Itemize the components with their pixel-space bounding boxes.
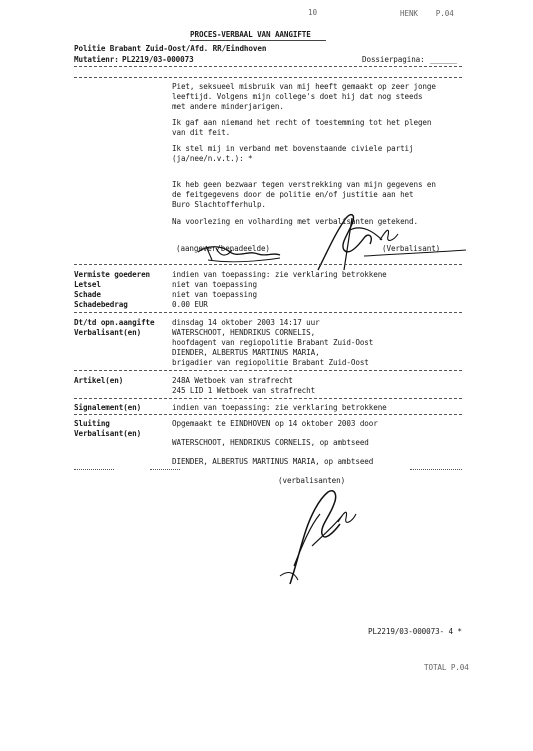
organization: Politie Brabant Zuid-Oost/Afd. RR/Eindhoven — [74, 44, 267, 53]
objection-line: Buro Slachtofferhulp. — [172, 200, 266, 209]
injury-label: Letsel — [74, 280, 101, 289]
missing-goods-value: indien van toepassing: zie verklaring betrokkene — [172, 270, 387, 279]
statement-line: leeftijd. Volgens mijn college's doet hij dat nog steeds — [172, 92, 423, 101]
closing-label: Sluiting — [74, 419, 110, 428]
statement-line: Piet, seksueel misbruik van mij heeft gemaakt op zeer jonge — [172, 82, 436, 91]
officer-rank: hoofdagent van regiopolitie Brabant Zuid-Oost — [172, 338, 374, 347]
closing-signature-image — [250, 486, 360, 586]
article-line: 248A Wetboek van strafrecht — [172, 376, 293, 385]
signed-line: Na voorlezing en volharding met verbalisanten getekend. — [172, 217, 418, 226]
verbalisant-label: Verbalisant(en) — [74, 328, 142, 337]
document-reference: PL2219/03-000073- 4 * — [368, 627, 462, 636]
separator — [74, 264, 462, 265]
objection-line: de feitgegevens door de politie en/of justitie aan het — [172, 190, 414, 199]
permission-line: Ik gaf aan niemand het recht of toestemming tot het plegen — [172, 118, 432, 127]
made-up-line: Opgemaakt te EINDHOVEN op 14 oktober 2003 door — [172, 419, 378, 428]
separator — [150, 469, 180, 470]
date-label: Dt/td opn.aangifte — [74, 318, 155, 327]
separator — [410, 469, 462, 470]
damage-label: Schade — [74, 290, 101, 299]
civil-party-line: Ik stel mij in verband met bovenstaande civiele partij — [172, 144, 414, 153]
oath-line: WATERSCHOOT, HENDRIKUS CORNELIS, op ambtseed — [172, 438, 369, 447]
dossier-value: ______ — [430, 55, 457, 64]
fax-page-mark: 10 — [308, 8, 317, 17]
injury-value: niet van toepassing — [172, 280, 257, 289]
mutation-number: PL2219/03-000073 — [122, 55, 194, 64]
articles-label: Artikel(en) — [74, 376, 124, 385]
objection-line: Ik heb geen bezwaar tegen verstrekking van mijn gegevens en — [172, 180, 436, 189]
signalement-value: indien van toepassing: zie verklaring betrokkene — [172, 403, 387, 412]
article-line: 245 LID 1 Wetboek van strafrecht — [172, 386, 316, 395]
verbalisanten-label: (verbalisanten) — [278, 476, 346, 485]
separator — [74, 398, 462, 399]
mutation-label: Mutatienr: — [74, 55, 119, 64]
dossier-label: Dossierpagina: — [362, 55, 425, 64]
officer-rank: brigadier van regiopolitie Brabant Zuid-Oost — [172, 358, 369, 367]
signature-label-right: (Verbalisant) — [382, 244, 441, 253]
officer-name: WATERSCHOOT, HENDRIKUS CORNELIS, — [172, 328, 316, 337]
signalement-label: Signalement(en) — [74, 403, 142, 412]
oath-line: DIENDER, ALBERTUS MARTINUS MARIA, op ambtseed — [172, 457, 374, 466]
permission-line: van dit feit. — [172, 128, 231, 137]
title-underline — [190, 40, 326, 41]
fax-header-right: HENK P.04 — [400, 9, 454, 18]
separator — [74, 414, 462, 415]
separator — [74, 77, 462, 78]
damage-amount-value: 0.00 EUR — [172, 300, 208, 309]
missing-goods-label: Vermiste goederen — [74, 270, 151, 279]
closing-verbalisant-label: Verbalisant(en) — [74, 429, 142, 438]
damage-amount-label: Schadebedrag — [74, 300, 128, 309]
signatures-image — [168, 210, 478, 270]
officer-name: DIENDER, ALBERTUS MARTINUS MARIA, — [172, 348, 320, 357]
civil-party-line: (ja/nee/n.v.t.): * — [172, 154, 253, 163]
date-value: dinsdag 14 oktober 2003 14:17 uur — [172, 318, 320, 327]
separator — [74, 370, 462, 371]
separator — [74, 66, 462, 67]
signature-label-left: (aangever/benadeelde) — [176, 244, 270, 253]
statement-line: met andere minderjarigen. — [172, 102, 284, 111]
separator — [74, 312, 462, 313]
separator — [74, 469, 114, 470]
document-title: PROCES-VERBAAL VAN AANGIFTE — [190, 30, 311, 39]
fax-footer: TOTAL P.04 — [424, 663, 469, 672]
damage-value: niet van toepassing — [172, 290, 257, 299]
